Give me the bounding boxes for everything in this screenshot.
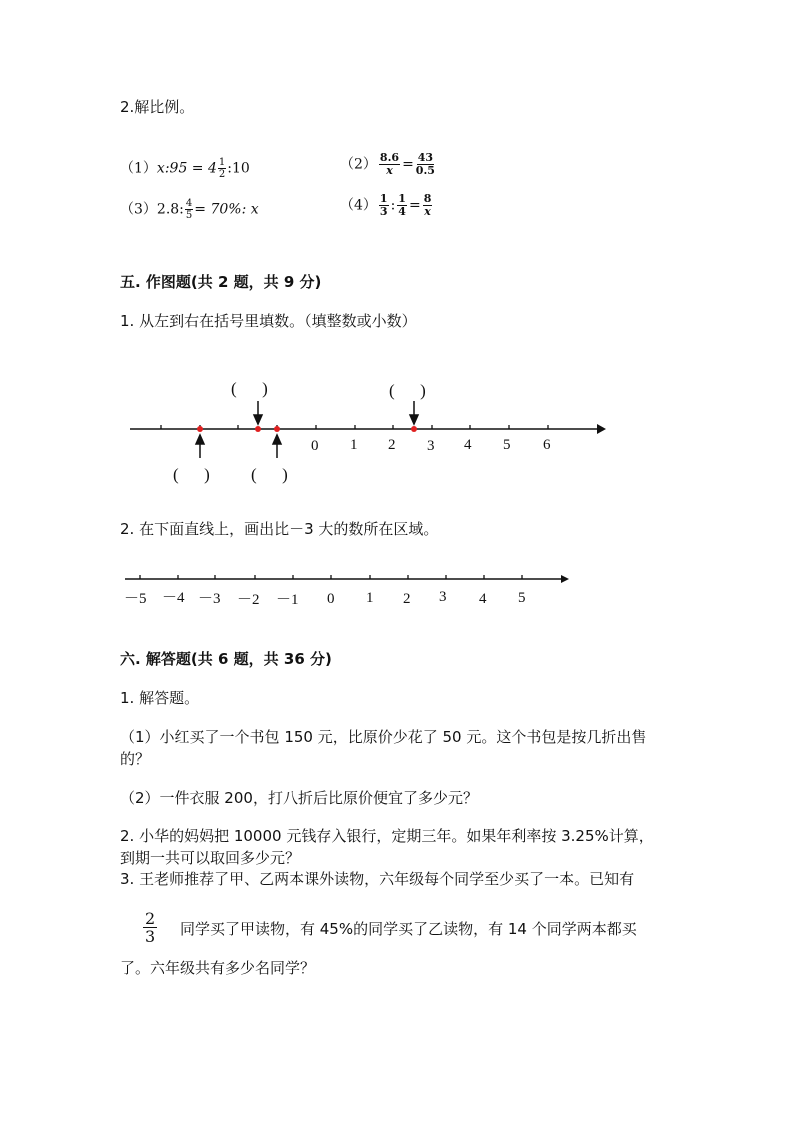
question-2-title: 2.解比例。 xyxy=(120,98,195,116)
nl2-tick-label: 5 xyxy=(518,590,526,606)
number-line-1 xyxy=(0,360,794,490)
nl1-arrow-up-head xyxy=(273,435,281,444)
section-5-question-1: 1. 从左到右在括号里填数。（填整数或小数） xyxy=(120,312,417,330)
proportion-2-fraction-b: $\frac{43}{0.5}$ xyxy=(415,151,435,177)
proportion-3-fraction: $\frac{4}{5}$ xyxy=(185,198,193,221)
proportion-4-fraction-a: $\frac{1}{3}$ xyxy=(379,192,388,218)
nl1-arrow-up-head xyxy=(196,435,204,444)
nl1-tick-label: 3 xyxy=(427,438,435,454)
nl2-tick-label: －4 xyxy=(162,590,185,606)
nl1-tick-label: 6 xyxy=(543,437,551,453)
nl2-tick-label: 3 xyxy=(439,589,447,605)
nl1-answer-bracket[interactable]: ( ) xyxy=(231,379,268,398)
section-5-question-2: 2. 在下面直线上，画出比－3 大的数所在区域。 xyxy=(120,520,439,538)
nl2-tick-label: －1 xyxy=(276,592,299,608)
section-6-title: 六. 解答题(共 6 题，共 36 分) xyxy=(120,650,332,668)
proportion-1-label: （1） xyxy=(120,160,157,177)
nl1-tick-label: 5 xyxy=(503,437,511,453)
proportion-1 xyxy=(120,157,250,180)
q3-fraction-two-thirds: $\frac{2}{3}$ xyxy=(145,909,156,946)
section-6-question-3-line-1: 3. 王老师推荐了甲、乙两本课外读物，六年级每个同学至少买了一本。已知有 xyxy=(120,870,635,888)
nl2-tick-label: 4 xyxy=(479,591,487,607)
proportion-2-fraction-a: $\frac{8.6}{x}$ xyxy=(379,151,400,177)
proportion-4-fraction-b: $\frac{1}{4}$ xyxy=(398,192,406,218)
proportion-4-label: （4） xyxy=(340,197,377,214)
nl1-red-dot xyxy=(274,426,280,432)
section-5-title: 五. 作图题(共 2 题，共 9 分) xyxy=(120,273,322,291)
nl1-arrow-down-head xyxy=(410,415,418,424)
nl1-arrow-down-head xyxy=(254,415,262,424)
nl2-tick-label: －3 xyxy=(198,591,221,607)
nl1-answer-bracket[interactable]: ( ) xyxy=(173,465,210,484)
nl1-tick-label: 2 xyxy=(388,437,396,453)
nl2-tick-label: －5 xyxy=(124,591,147,607)
nl1-tick-label: 4 xyxy=(464,437,472,453)
nl2-tick-label: 2 xyxy=(403,591,411,607)
proportion-3-label: （3） xyxy=(120,201,157,218)
nl2-tick-label: 0 xyxy=(327,591,335,607)
proportion-1-right: :10 xyxy=(227,160,250,177)
section-6-question-2-line-1: 2. 小华的妈妈把 10000 元钱存入银行，定期三年。如果年利率按 3.25%计算， xyxy=(120,827,654,845)
q1-part-1-line-2: 的？ xyxy=(120,750,151,768)
section-6-question-3-line-2: 同学买了甲读物，有 45%的同学买了乙读物，有 14 个同学两本都买 xyxy=(180,920,637,938)
nl2-tick-label: 1 xyxy=(366,590,374,606)
section-6-question-2-line-2: 到期一共可以取回多少元？ xyxy=(120,849,301,867)
number-line-2 xyxy=(0,560,794,620)
proportion-2-label: （2） xyxy=(340,156,377,173)
nl1-tick-label: 0 xyxy=(311,438,319,454)
q1-part-2: （2）一件衣服 200，打八折后比原价便宜了多少元？ xyxy=(120,789,478,807)
nl2-tick-label: －2 xyxy=(237,592,260,608)
section-6-question-1: 1. 解答题。 xyxy=(120,689,200,707)
nl1-red-dot xyxy=(411,426,417,432)
proportion-3-right: = 70%: x xyxy=(194,201,259,218)
section-6-question-3-line-3: 了。六年级共有多少名同学？ xyxy=(120,959,316,977)
nl1-tick-label: 1 xyxy=(350,437,358,453)
number-line-1-arrowhead xyxy=(597,424,606,434)
proportion-2: （2） $\frac{8.6}{x}$ = $\frac{43}{0.5}$ xyxy=(340,151,435,177)
nl1-red-dot xyxy=(197,426,203,432)
number-line-2-arrowhead xyxy=(561,575,569,583)
proportion-4-fraction-c: $\frac{8}{x}$ xyxy=(423,192,432,218)
nl1-red-dot xyxy=(255,426,261,432)
proportion-3: （3）2.8: $\frac{4}{5}$ = 70%: x xyxy=(120,198,259,221)
proportion-4: （4） $\frac{1}{3}$ : $\frac{1}{4}$ = $\frac{8}{x}$ xyxy=(340,192,432,218)
proportion-1-left: x:95 = 4 xyxy=(156,160,217,177)
q1-part-1-line-1: （1）小红买了一个书包 150 元，比原价少花了 50 元。这个书包是按几折出售 xyxy=(120,728,647,746)
nl1-answer-bracket[interactable]: ( ) xyxy=(389,381,426,400)
nl1-answer-bracket[interactable]: ( ) xyxy=(251,465,288,484)
proportion-1-fraction: $\frac{1}{2}$ xyxy=(218,157,226,180)
